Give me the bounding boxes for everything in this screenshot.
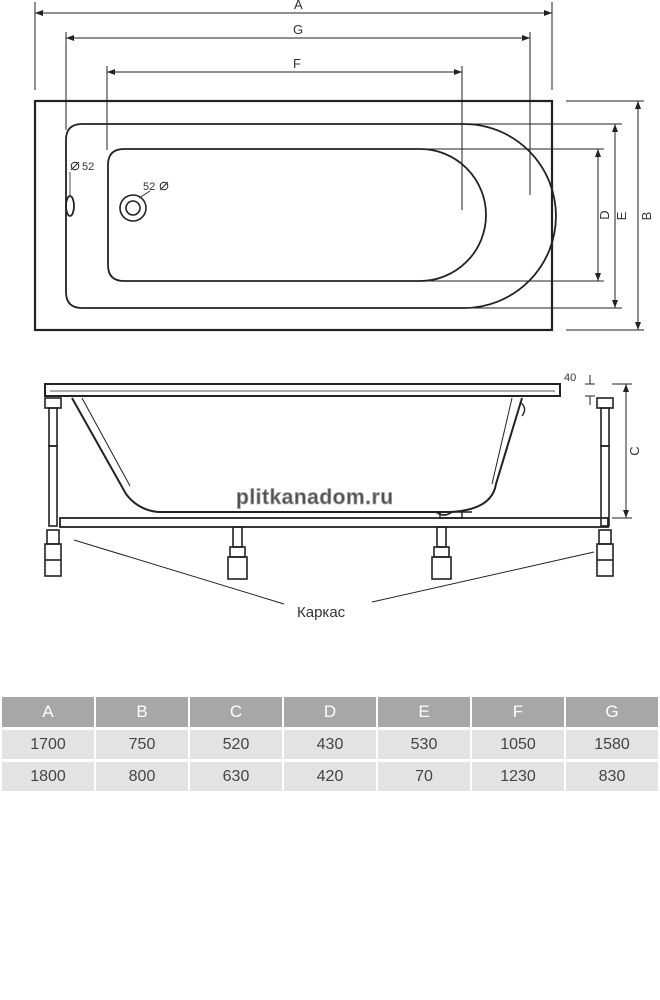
frame-post-left (45, 398, 61, 576)
dimension-a (35, 2, 552, 90)
top-view (35, 2, 644, 330)
tub-basin (108, 149, 486, 281)
side-rim (45, 384, 560, 396)
table-header-cell: E (378, 697, 470, 727)
frame-label: Каркас (297, 604, 346, 621)
table-cell: 1230 (472, 762, 564, 791)
label-c: C (627, 446, 642, 456)
table-cell: 430 (284, 730, 376, 759)
table-header-cell: G (566, 697, 658, 727)
rim-height-label: 40 (564, 372, 577, 384)
label-d: D (597, 210, 612, 220)
dimension-rim-height (585, 375, 595, 405)
frame-foot-1 (228, 527, 247, 579)
table-cell: 630 (190, 762, 282, 791)
table-header-cell: D (284, 697, 376, 727)
overflow-hole (66, 196, 74, 216)
table-row (2, 762, 658, 791)
dimension-f (107, 66, 462, 210)
table-cell: 750 (96, 730, 188, 759)
table-cell: 530 (378, 730, 470, 759)
frame-foot-2 (432, 527, 451, 579)
label-a: A (294, 0, 303, 12)
drain-outer (120, 195, 146, 221)
table-cell: 1580 (566, 730, 658, 759)
frame-pointer-left (74, 540, 284, 604)
frame-pointer-right (372, 552, 594, 602)
label-g: G (293, 22, 304, 37)
table-header-cell: C (190, 697, 282, 727)
table-row (2, 730, 658, 759)
diameter-symbol-drain (160, 182, 168, 190)
table-cell: 70 (378, 762, 470, 791)
frame-post-right (597, 398, 613, 576)
table-header-cell: A (2, 697, 94, 727)
table-cell: 1800 (2, 762, 94, 791)
overflow-diameter-label: 52 (82, 161, 95, 173)
table-cell: 800 (96, 762, 188, 791)
label-e: E (614, 211, 629, 221)
diameter-symbol-overflow (71, 162, 79, 170)
table-header-cell: B (96, 697, 188, 727)
label-b: B (639, 211, 654, 221)
table-cell: 520 (190, 730, 282, 759)
table-header-cell: F (472, 697, 564, 727)
dimension-d (424, 149, 604, 281)
drain-diameter-label: 52 (143, 181, 156, 193)
label-f: F (293, 56, 301, 71)
watermark: plitkanadom.ru (236, 486, 394, 509)
table-cell: 830 (566, 762, 658, 791)
side-tub-bottom (158, 512, 472, 515)
table-header-row (2, 697, 658, 727)
table-cell: 1700 (2, 730, 94, 759)
dimensions-table (0, 694, 660, 794)
table-cell: 1050 (472, 730, 564, 759)
frame-beam (60, 518, 608, 527)
tub-outer-rim (35, 101, 552, 330)
drain-inner (126, 201, 140, 215)
table-cell: 420 (284, 762, 376, 791)
